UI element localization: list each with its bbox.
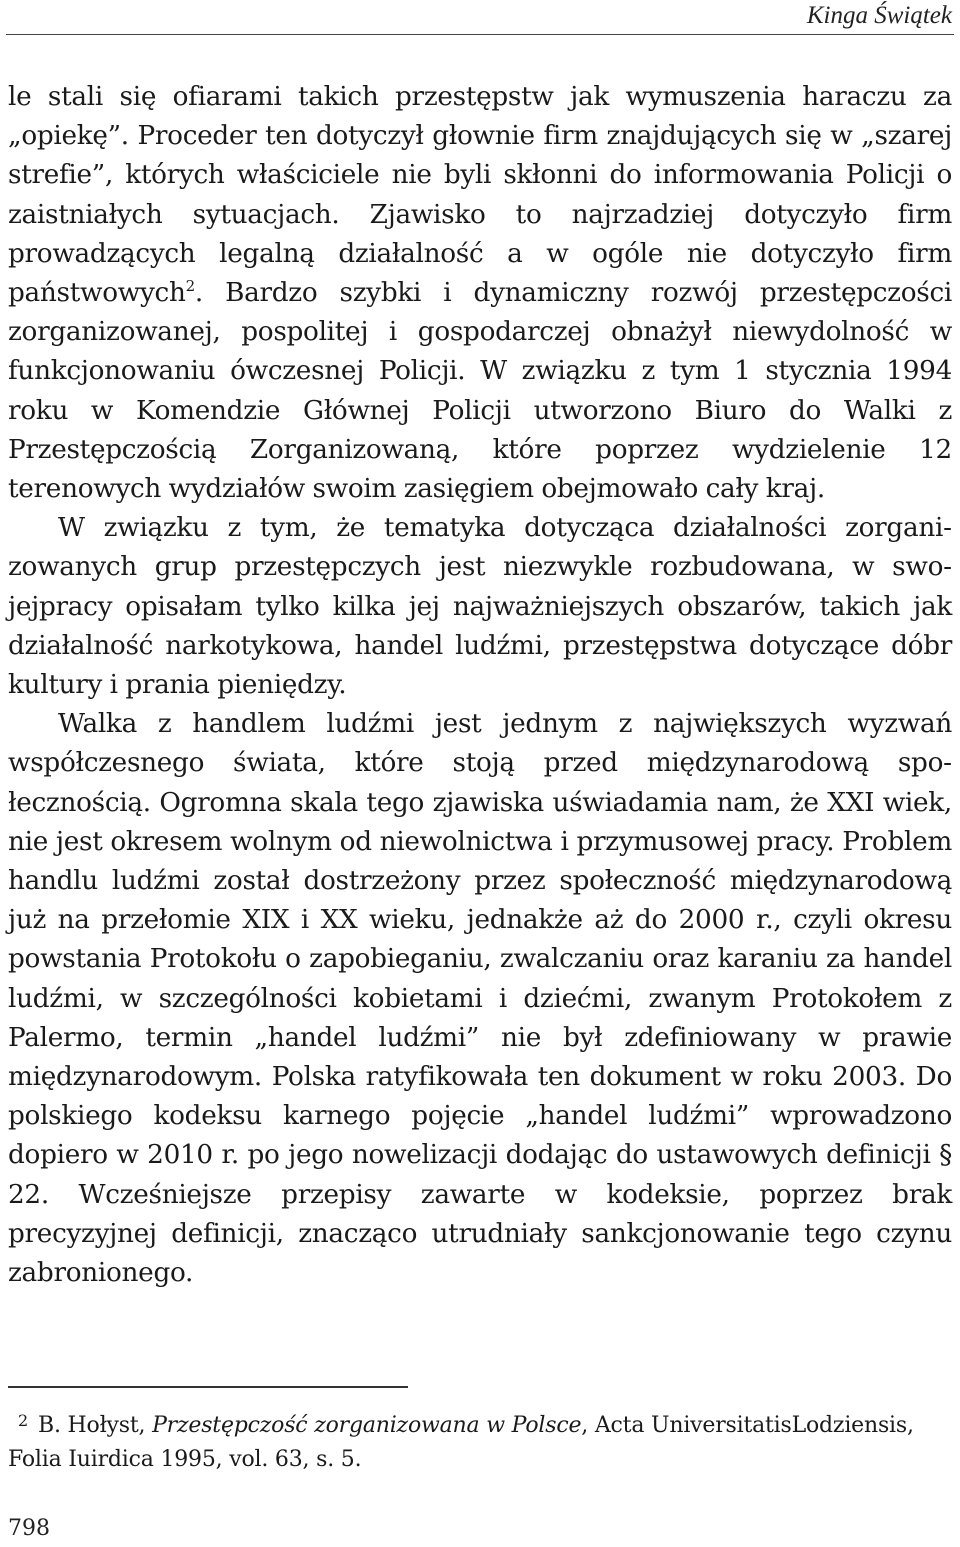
paragraph-1-text-a: le stali się ofiarami takich przestępstw jak wymuszenia haraczu za „opiekę”. Proceder ten dotyczył głownie firm znajdujących się w „szarej strefie”, których właściciele nie byli skłonni do informowania Policji o zaistniałych sytuacjach. Zjawisko to najrzadziej dotyczyło firm prowadzących legalną działalność a w ogóle nie dotyczyło firm państwowych	[8, 82, 952, 309]
header-rule	[6, 34, 954, 35]
paragraph-2: W związku z tym, że tematyka dotycząca działalności zorganizowanych grup przestępczych jest niezwykle rozbudowana, w swojejpracy opisałam tylko kilka jej najważniejszych obszarów, takich jak działalność narkotykowa, handel ludźmi, przestępstwa dotyczące dóbr kultury i prania pieniędzy.	[8, 513, 952, 701]
footnote-number: 2	[18, 1411, 28, 1430]
running-header-author: Kinga Świątek	[806, 2, 952, 29]
paragraph-1	[8, 78, 952, 509]
body-text	[8, 78, 952, 1293]
paragraph-1-text-b: . Bardzo szybki i dynamiczny rozwój przestępczości zorganizowanej, pospolitej i gospodarczej obnażył niewydolność w funkcjonowaniu ówczesnej Policji. W związku z tym 1 stycznia 1994 roku w Komendzie Głównej Policji utworzono Biuro do Walki z Przestępczością Zorganizowaną, które poprzez wydzielenie 12 terenowych wydziałów swoim zasięgiem obejmowało cały kraj.	[8, 278, 952, 505]
footnote-rule	[8, 1386, 408, 1388]
footnote-author: B. Hołyst,	[38, 1413, 153, 1438]
footnote	[8, 1404, 952, 1477]
footnote-reference[interactable]: 2	[185, 277, 195, 296]
page-number: 798	[8, 1516, 50, 1541]
footnote-title: Przestępczość zorganizowana w Polsce	[152, 1413, 582, 1438]
paragraph-3: Walka z handlem ludźmi jest jednym z największych wyzwań współczesnego świata, które stoją przed międzynarodową społecznością. Ogromna skala tego zjawiska uświadamia nam, że XXI wiek, nie jest okresem wolnym od niewolnictwa i przymusowej pracy. Problem handlu ludźmi został dostrzeżony przez społeczność międzynarodową już na przełomie XIX i XX wieku, jednakże aż do 2000 r., czyli okresu powstania Protokołu o zapobieganiu, zwalczaniu oraz karaniu za handel ludźmi, w szczególności kobietami i dziećmi, zwanym Protokołem z Palermo, termin „handel ludźmi” nie był zdefiniowany w prawie międzynarodowym. Polska ratyfikowała ten dokument w roku 2003. Do polskiego kodeksu karnego pojęcie „handel ludźmi” wprowadzono dopiero w 2010 r. po jego nowelizacji dodając do ustawowych definicji § 22. Wcześniejsze przepisy zawarte w kodeksie, poprzez brak precyzyjnej definicji, znacząco utrudniały sankcjonowanie tego czynu zabronionego.	[8, 709, 952, 1289]
footnote-rest: , Acta UniversitatisLodziensis, Folia Iuirdica 1995, vol. 63, s. 5.	[8, 1413, 914, 1472]
